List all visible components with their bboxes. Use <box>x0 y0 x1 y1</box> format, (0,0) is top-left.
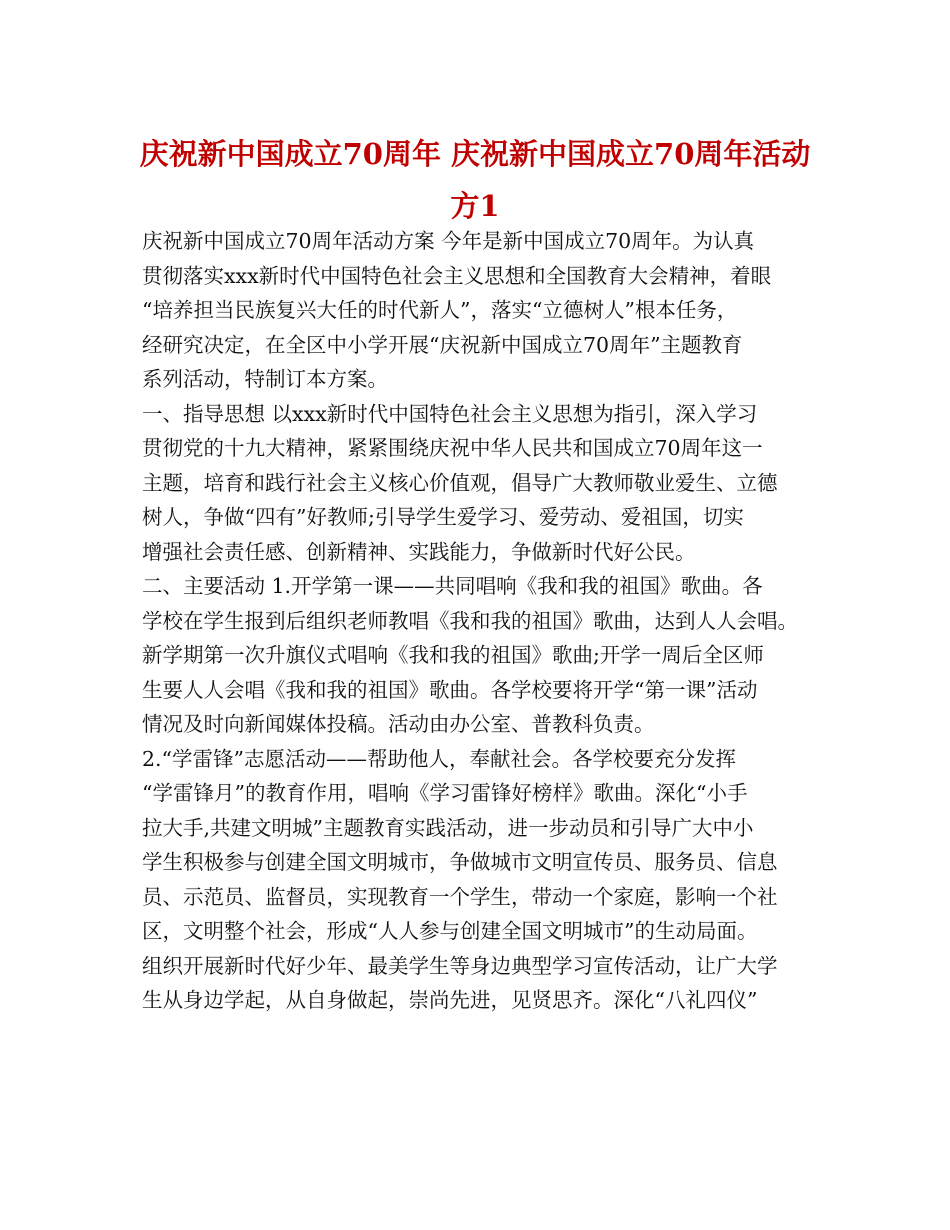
body-line: 二、主要活动 1.开学第一课——共同唱响《我和我的祖国》歌曲。各 <box>142 574 763 598</box>
body-line: 系列活动，特制订本方案。 <box>142 367 388 391</box>
body-line: 贯彻党的十九大精神，紧紧围绕庆祝中华人民共和国成立70周年这一 <box>142 436 763 460</box>
body-line: 树人，争做“四有”好教师;引导学生爱学习、爱劳动、爱祖国，切实 <box>142 505 744 529</box>
document-body <box>142 224 822 1018</box>
body-line: 贯彻落实xxx新时代中国特色社会主义思想和全国教育大会精神，着眼 <box>142 263 772 288</box>
body-line: 新学期第一次升旗仪式唱响《我和我的祖国》歌曲;开学一周后全区师 <box>142 643 764 667</box>
body-line: 增强社会责任感、创新精神、实践能力，争做新时代好公民。 <box>142 539 696 564</box>
body-line: 拉大手,共建文明城”主题教育实践活动，进一步动员和引导广大中小 <box>142 815 754 840</box>
body-line: 组织开展新时代好少年、最美学生等身边典型学习宣传活动，让广大学 <box>142 953 778 978</box>
body-line: 生要人人会唱《我和我的祖国》歌曲。各学校要将开学“第一课”活动 <box>142 677 758 702</box>
body-line: 区，文明整个社会，形成“人人参与创建全国文明城市”的生动局面。 <box>142 919 758 943</box>
body-line: 情况及时向新闻媒体投稿。活动由办公室、普教科负责。 <box>142 712 655 736</box>
body-line: 庆祝新中国成立70周年活动方案 今年是新中国成立70周年。为认真 <box>142 229 755 253</box>
body-line: “学雷锋月”的教育作用，唱响《学习雷锋好榜样》歌曲。深化“小手 <box>142 781 748 805</box>
body-line: 学生积极参与创建全国文明城市，争做城市文明宣传员、服务员、信息 <box>142 850 778 874</box>
document-title <box>120 128 830 232</box>
body-line: 员、示范员、监督员，实现教育一个学生，带动一个家庭，影响一个社 <box>142 884 778 909</box>
title-line: 庆祝新中国成立70周年 庆祝新中国成立70周年活动 <box>139 137 811 171</box>
body-line: 生从身边学起，从自身做起，崇尚先进，见贤思齐。深化“八礼四仪” <box>142 988 758 1012</box>
body-line: “培养担当民族复兴大任的时代新人”，落实“立德树人”根本任务， <box>142 298 738 322</box>
body-line: 学校在学生报到后组织老师教唱《我和我的祖国》歌曲，达到人人会唱。 <box>142 608 798 633</box>
title-line: 方1 <box>450 189 500 223</box>
body-line: 2.“学雷锋”志愿活动——帮助他人，奉献社会。各学校要充分发挥 <box>142 746 737 771</box>
body-line: 经研究决定，在全区中小学开展“庆祝新中国成立70周年”主题教育 <box>142 332 743 357</box>
body-line: 一、指导思想 以xxx新时代中国特色社会主义思想为指引，深入学习 <box>142 401 758 426</box>
body-line: 主题，培育和践行社会主义核心价值观，倡导广大教师敬业爱生、立德 <box>142 470 778 495</box>
